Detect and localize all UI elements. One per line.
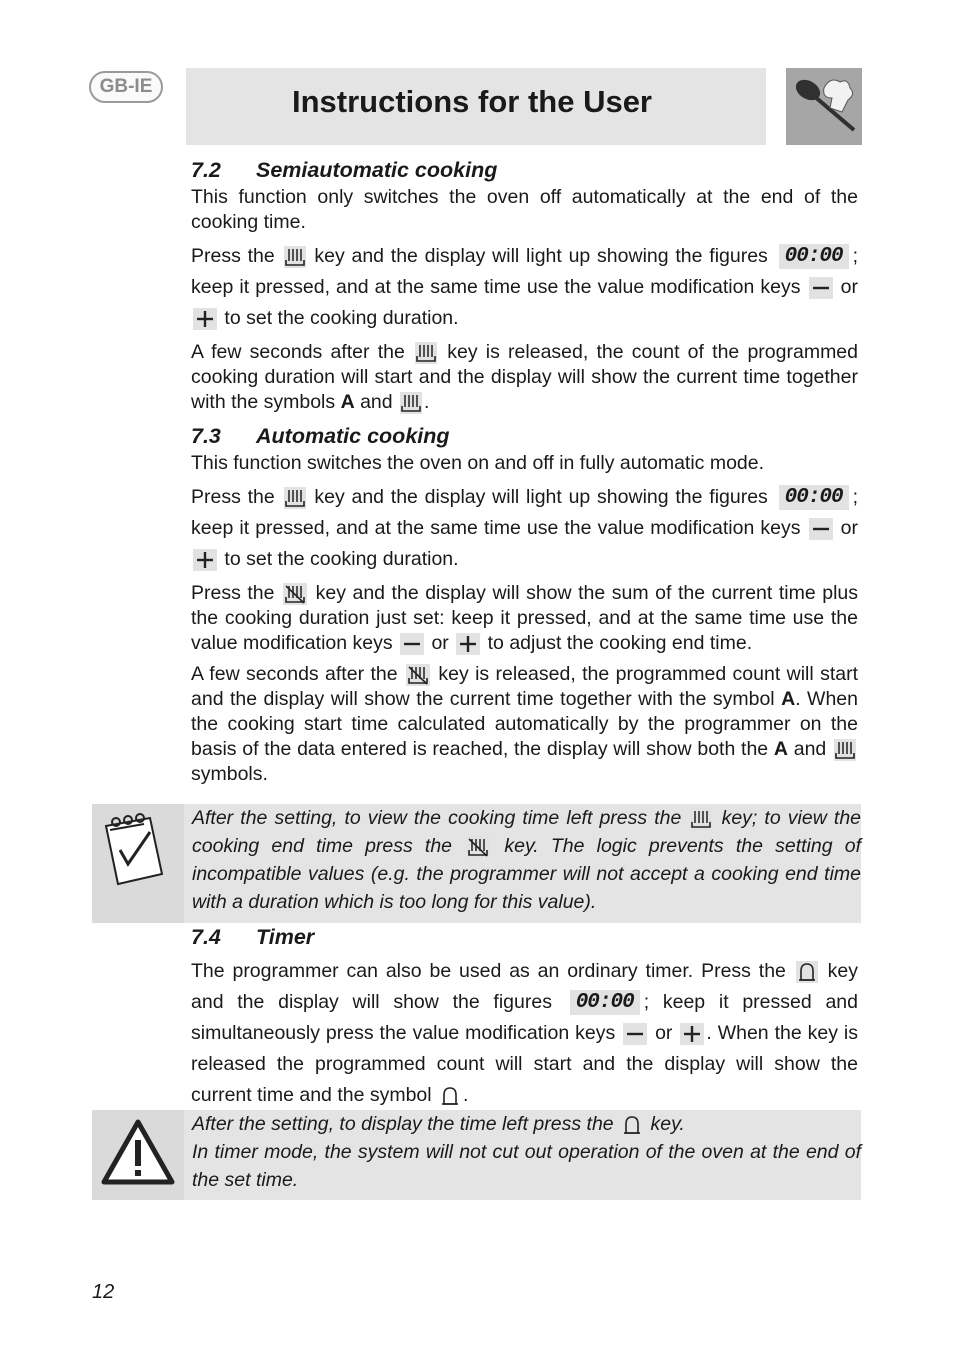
paragraph: A few seconds after the key is released, the count of the programmed cooking duration will start and the display will show the current time together with the symbols A and .: [191, 341, 858, 413]
minus-key-icon: [623, 1023, 647, 1045]
cooking-duration-key-icon: [834, 739, 856, 761]
cooking-duration-key-icon: [690, 808, 712, 830]
plus-key-icon: [456, 633, 480, 655]
plus-key-icon: [680, 1023, 704, 1045]
paragraph: The programmer can also be used as an ordinary timer. Press the key and the display will show the figures 00:00 ; keep it pressed and simultaneously press the value modification keys or . When the key is released the programmed count will start and the display will show the current time and the symbol .: [191, 960, 859, 1106]
bell-key-icon: [439, 1085, 461, 1107]
language-badge: GB-IE: [89, 71, 163, 103]
paragraph: Press the key and the display will light up showing the figures 00:00 ; keep it pressed, and at the same time use the value modification keys or to set the cooking duration.: [191, 486, 859, 570]
page-title: Instructions for the User: [292, 84, 652, 119]
cooking-duration-key-icon: [284, 246, 306, 268]
section-title: Automatic cooking: [256, 424, 450, 448]
display-figures: 00:00: [570, 990, 640, 1015]
cooking-duration-key-icon: [284, 487, 306, 509]
cooking-duration-key-icon: [400, 392, 422, 414]
header-bar: [186, 68, 766, 145]
main-content: [191, 155, 858, 793]
timer-section: [191, 922, 858, 1117]
bell-key-icon: [621, 1114, 643, 1136]
warning-icon-panel: [92, 1110, 184, 1200]
section-title: Timer: [256, 925, 315, 949]
paragraph: A few seconds after the key is released, the programmed count will start and the display will show the current time together with the symbol A. When the cooking start time calculated automatically by the programmer on the basis of the data entered is reached, the display will show both the A and symbols.: [191, 663, 859, 785]
cooking-end-key-icon: [283, 583, 307, 605]
page-number: 12: [92, 1281, 115, 1303]
display-figures: 00:00: [779, 244, 849, 269]
section-title: Semiautomatic cooking: [256, 158, 498, 182]
settings-note: [92, 804, 861, 923]
plus-key-icon: [193, 549, 217, 571]
section-number: 7.2: [191, 158, 221, 182]
minus-key-icon: [809, 277, 833, 299]
paragraph: This function only switches the oven off automatically at the end of the cooking time.: [191, 186, 858, 233]
paragraph: Press the key and the display will show the sum of the current time plus the cooking duration just set: keep it pressed, and at the same time use the value modification keys or to adjust the cooking end time.: [191, 582, 858, 654]
cooking-end-key-icon: [406, 664, 430, 686]
cooking-duration-key-icon: [415, 342, 437, 364]
chef-spoon-logo: [786, 68, 862, 145]
note-icon-panel: [92, 804, 184, 923]
timer-warning-note: [92, 1110, 861, 1200]
paragraph: This function switches the oven on and off in fully automatic mode.: [191, 452, 765, 474]
display-figures: 00:00: [779, 485, 849, 510]
minus-key-icon: [809, 518, 833, 540]
section-number: 7.4: [191, 925, 221, 949]
minus-key-icon: [400, 633, 424, 655]
warning-icon: [92, 1110, 184, 1200]
cooking-end-key-icon: [466, 836, 490, 858]
warning-text: After the setting, to display the time left press the key. In timer mode, the system will not cut out operation of the oven at the end of the set time.: [192, 1113, 861, 1191]
section-7-4-heading: [191, 922, 858, 952]
paragraph: Press the key and the display will light up showing the figures 00:00 ; keep it pressed, and at the same time use the value modification keys or to set the cooking duration.: [191, 245, 859, 329]
bell-key-icon: [796, 961, 818, 983]
section-7-3-heading: [191, 421, 858, 451]
notepad-icon: [92, 804, 184, 923]
plus-key-icon: [193, 308, 217, 330]
section-7-2-heading: [191, 155, 858, 185]
note-text: After the setting, to view the cooking time left press the key; to view the cooking end time press the key. The logic prevents the setting of incompatible values (e.g. the programmer will not accept a cooking end time with a duration which is too long for this value).: [192, 807, 862, 913]
section-number: 7.3: [191, 424, 221, 448]
